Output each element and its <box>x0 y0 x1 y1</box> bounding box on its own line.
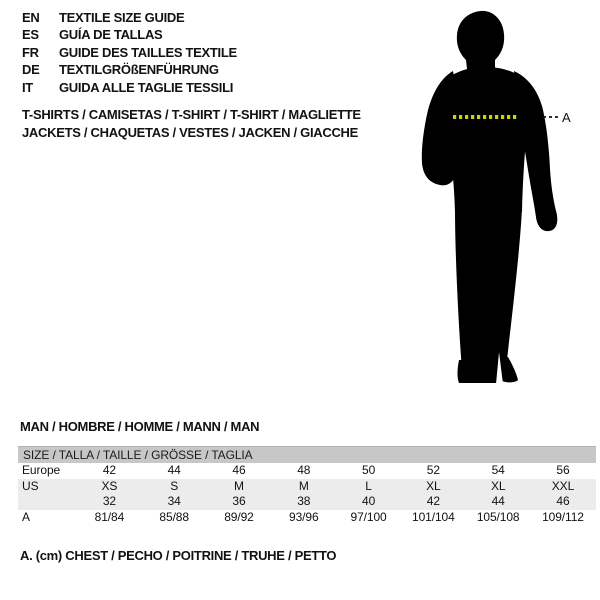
size-cell: M <box>234 478 244 493</box>
size-row-europe <box>18 463 596 479</box>
size-cell: 81/84 <box>94 509 125 524</box>
jackets-line: JACKETS / CHAQUETAS / VESTES / JACKEN / GIACCHE <box>22 124 358 140</box>
language-label: GUÍA DE TALLAS <box>59 27 163 43</box>
size-cell: 42 <box>426 494 440 508</box>
size-cell: 52 <box>426 463 440 477</box>
size-cell: L <box>365 478 372 493</box>
language-code: FR <box>22 44 39 60</box>
size-cell: 54 <box>491 463 505 477</box>
tshirts-line: T-SHIRTS / CAMISETAS / T-SHIRT / T-SHIRT / MAGLIETTE <box>22 107 361 122</box>
size-cell: 93/96 <box>289 509 319 524</box>
language-code: ES <box>22 27 39 43</box>
size-row-us-numeric <box>18 494 596 510</box>
size-cell: 48 <box>297 463 311 477</box>
size-cell: XL <box>490 478 506 493</box>
language-label: TEXTILE SIZE GUIDE <box>59 10 185 25</box>
size-cell: 46 <box>556 494 570 508</box>
size-cell: M <box>298 478 309 493</box>
language-list <box>22 9 237 96</box>
section-title-man: MAN / HOMBRE / HOMME / MANN / MAN <box>20 419 260 434</box>
size-cell: 44 <box>167 463 181 477</box>
language-label: GUIDA ALLE TAGLIE TESSILI <box>59 79 234 95</box>
size-cell: 38 <box>297 494 311 508</box>
size-cell: 109/112 <box>542 509 584 524</box>
row-label <box>18 494 77 510</box>
language-label: TEXTILGRÖßENFÜHRUNG <box>59 62 219 78</box>
language-code: DE <box>22 62 40 78</box>
row-label: US <box>22 478 39 493</box>
size-cell: 89/92 <box>224 509 254 524</box>
male-silhouette-figure <box>395 0 600 400</box>
size-cell: XS <box>101 478 118 493</box>
size-cell: 105/108 <box>476 509 520 524</box>
size-cell: XXL <box>551 478 575 493</box>
language-row-es <box>22 26 237 43</box>
size-cell: 32 <box>102 494 116 508</box>
product-categories <box>22 106 361 141</box>
size-table-header: SIZE / TALLA / TAILLE / GRÖSSE / TAGLIA <box>18 446 596 463</box>
size-table <box>18 446 596 525</box>
row-label: A <box>22 509 30 524</box>
size-row-us <box>18 479 596 495</box>
footnote-chest-measure: A. (cm) CHEST / PECHO / POITRINE / TRUHE / PETTO <box>20 548 337 563</box>
language-row-en <box>22 9 237 26</box>
size-cell: S <box>170 478 179 493</box>
language-code: IT <box>22 79 33 95</box>
size-cell: 101/104 <box>412 509 455 524</box>
size-cell: 50 <box>362 463 376 477</box>
size-cell: 56 <box>556 463 570 477</box>
measure-label-a: A <box>562 110 571 125</box>
size-cell: 85/88 <box>159 509 189 524</box>
size-cell: 36 <box>232 494 246 508</box>
size-cell: 34 <box>167 494 181 508</box>
language-label: GUIDE DES TAILLES TEXTILE <box>59 44 237 60</box>
language-row-fr <box>22 44 237 61</box>
language-row-de <box>22 61 237 78</box>
size-cell: 97/100 <box>350 509 387 524</box>
row-label: Europe <box>22 463 61 477</box>
size-cell: 44 <box>491 494 505 508</box>
language-row-it <box>22 79 237 96</box>
silhouette-svg <box>395 0 600 400</box>
language-code: EN <box>22 10 40 25</box>
size-cell: 42 <box>102 463 116 477</box>
size-cell: XL <box>426 478 441 493</box>
size-cell: 40 <box>362 494 376 508</box>
man-silhouette <box>422 11 558 383</box>
size-cell: 46 <box>232 463 246 477</box>
size-row-chest-a <box>18 510 596 526</box>
